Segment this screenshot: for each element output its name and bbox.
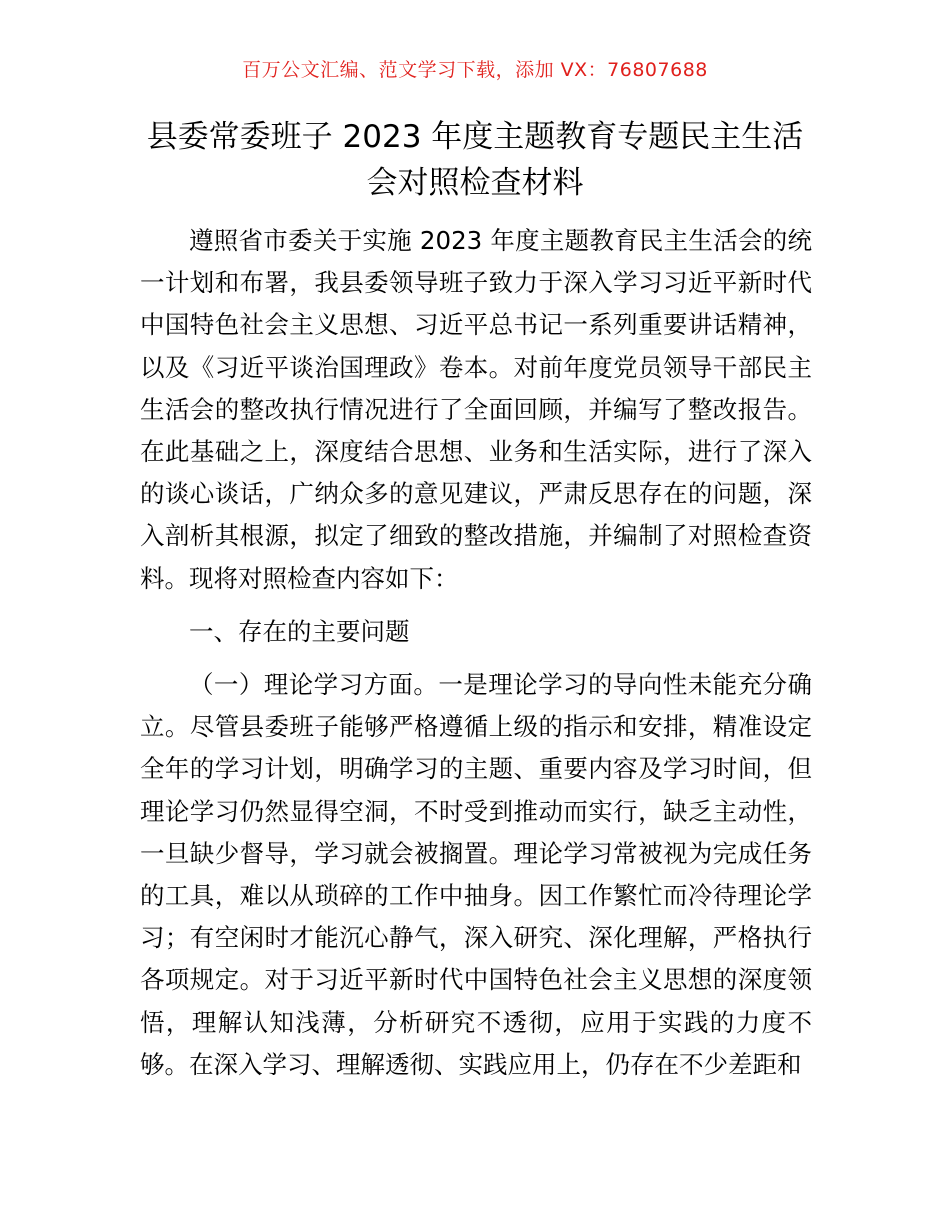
header-banner: 百万公文汇编、范文学习下载，添加 VX：76807688 [242, 59, 708, 81]
document-body [140, 220, 812, 1097]
section-heading: 一、存在的主要问题 [189, 616, 410, 646]
document-title: 县委常委班子 2023 年度主题教育专题民主生活会对照检查材料 [146, 119, 804, 201]
body-paragraph: （一）理论学习方面。一是理论学习的导向性未能充分确立。尽管县委班子能够严格遵循上级的指示和安排，精准设定全年的学习计划，明确学习的主题、重要内容及学习时间，但理论学习仍然显得空洞，不时受到推动而实行，缺乏主动性，一旦缺少督导，学习就会被搁置。理论学习常被视为完成任务的工具，难以从琐碎的工作中抽身。因工作繁忙而冷待理论学习；有空闲时才能沉心静气，深入研究、深化理解，严格执行各项规定。对于习近平新时代中国特色社会主义思想的深度领悟，理解认知浅薄，分析研究不透彻，应用于实践的力度不够。在深入学习、理解透彻、实践应用上，仍存在不少差距和 [140, 670, 812, 1079]
intro-paragraph: 遵照省市委关于实施 2023 年度主题教育民主生活会的统一计划和布署，我县委领导班子致力于深入学习习近平新时代中国特色社会主义思想、习近平总书记一系列重要讲话精神，以及《习近平谈治国理政》卷本。对前年度党员领导干部民主生活会的整改执行情况进行了全面回顾，并编写了整改报告。在此基础之上，深度结合思想、业务和生活实际，进行了深入的谈心谈话，广纳众多的意见建议，严肃反思存在的问题，深入剖析其根源，拟定了细致的整改措施，并编制了对照检查资料。现将对照检查内容如下： [140, 226, 812, 593]
